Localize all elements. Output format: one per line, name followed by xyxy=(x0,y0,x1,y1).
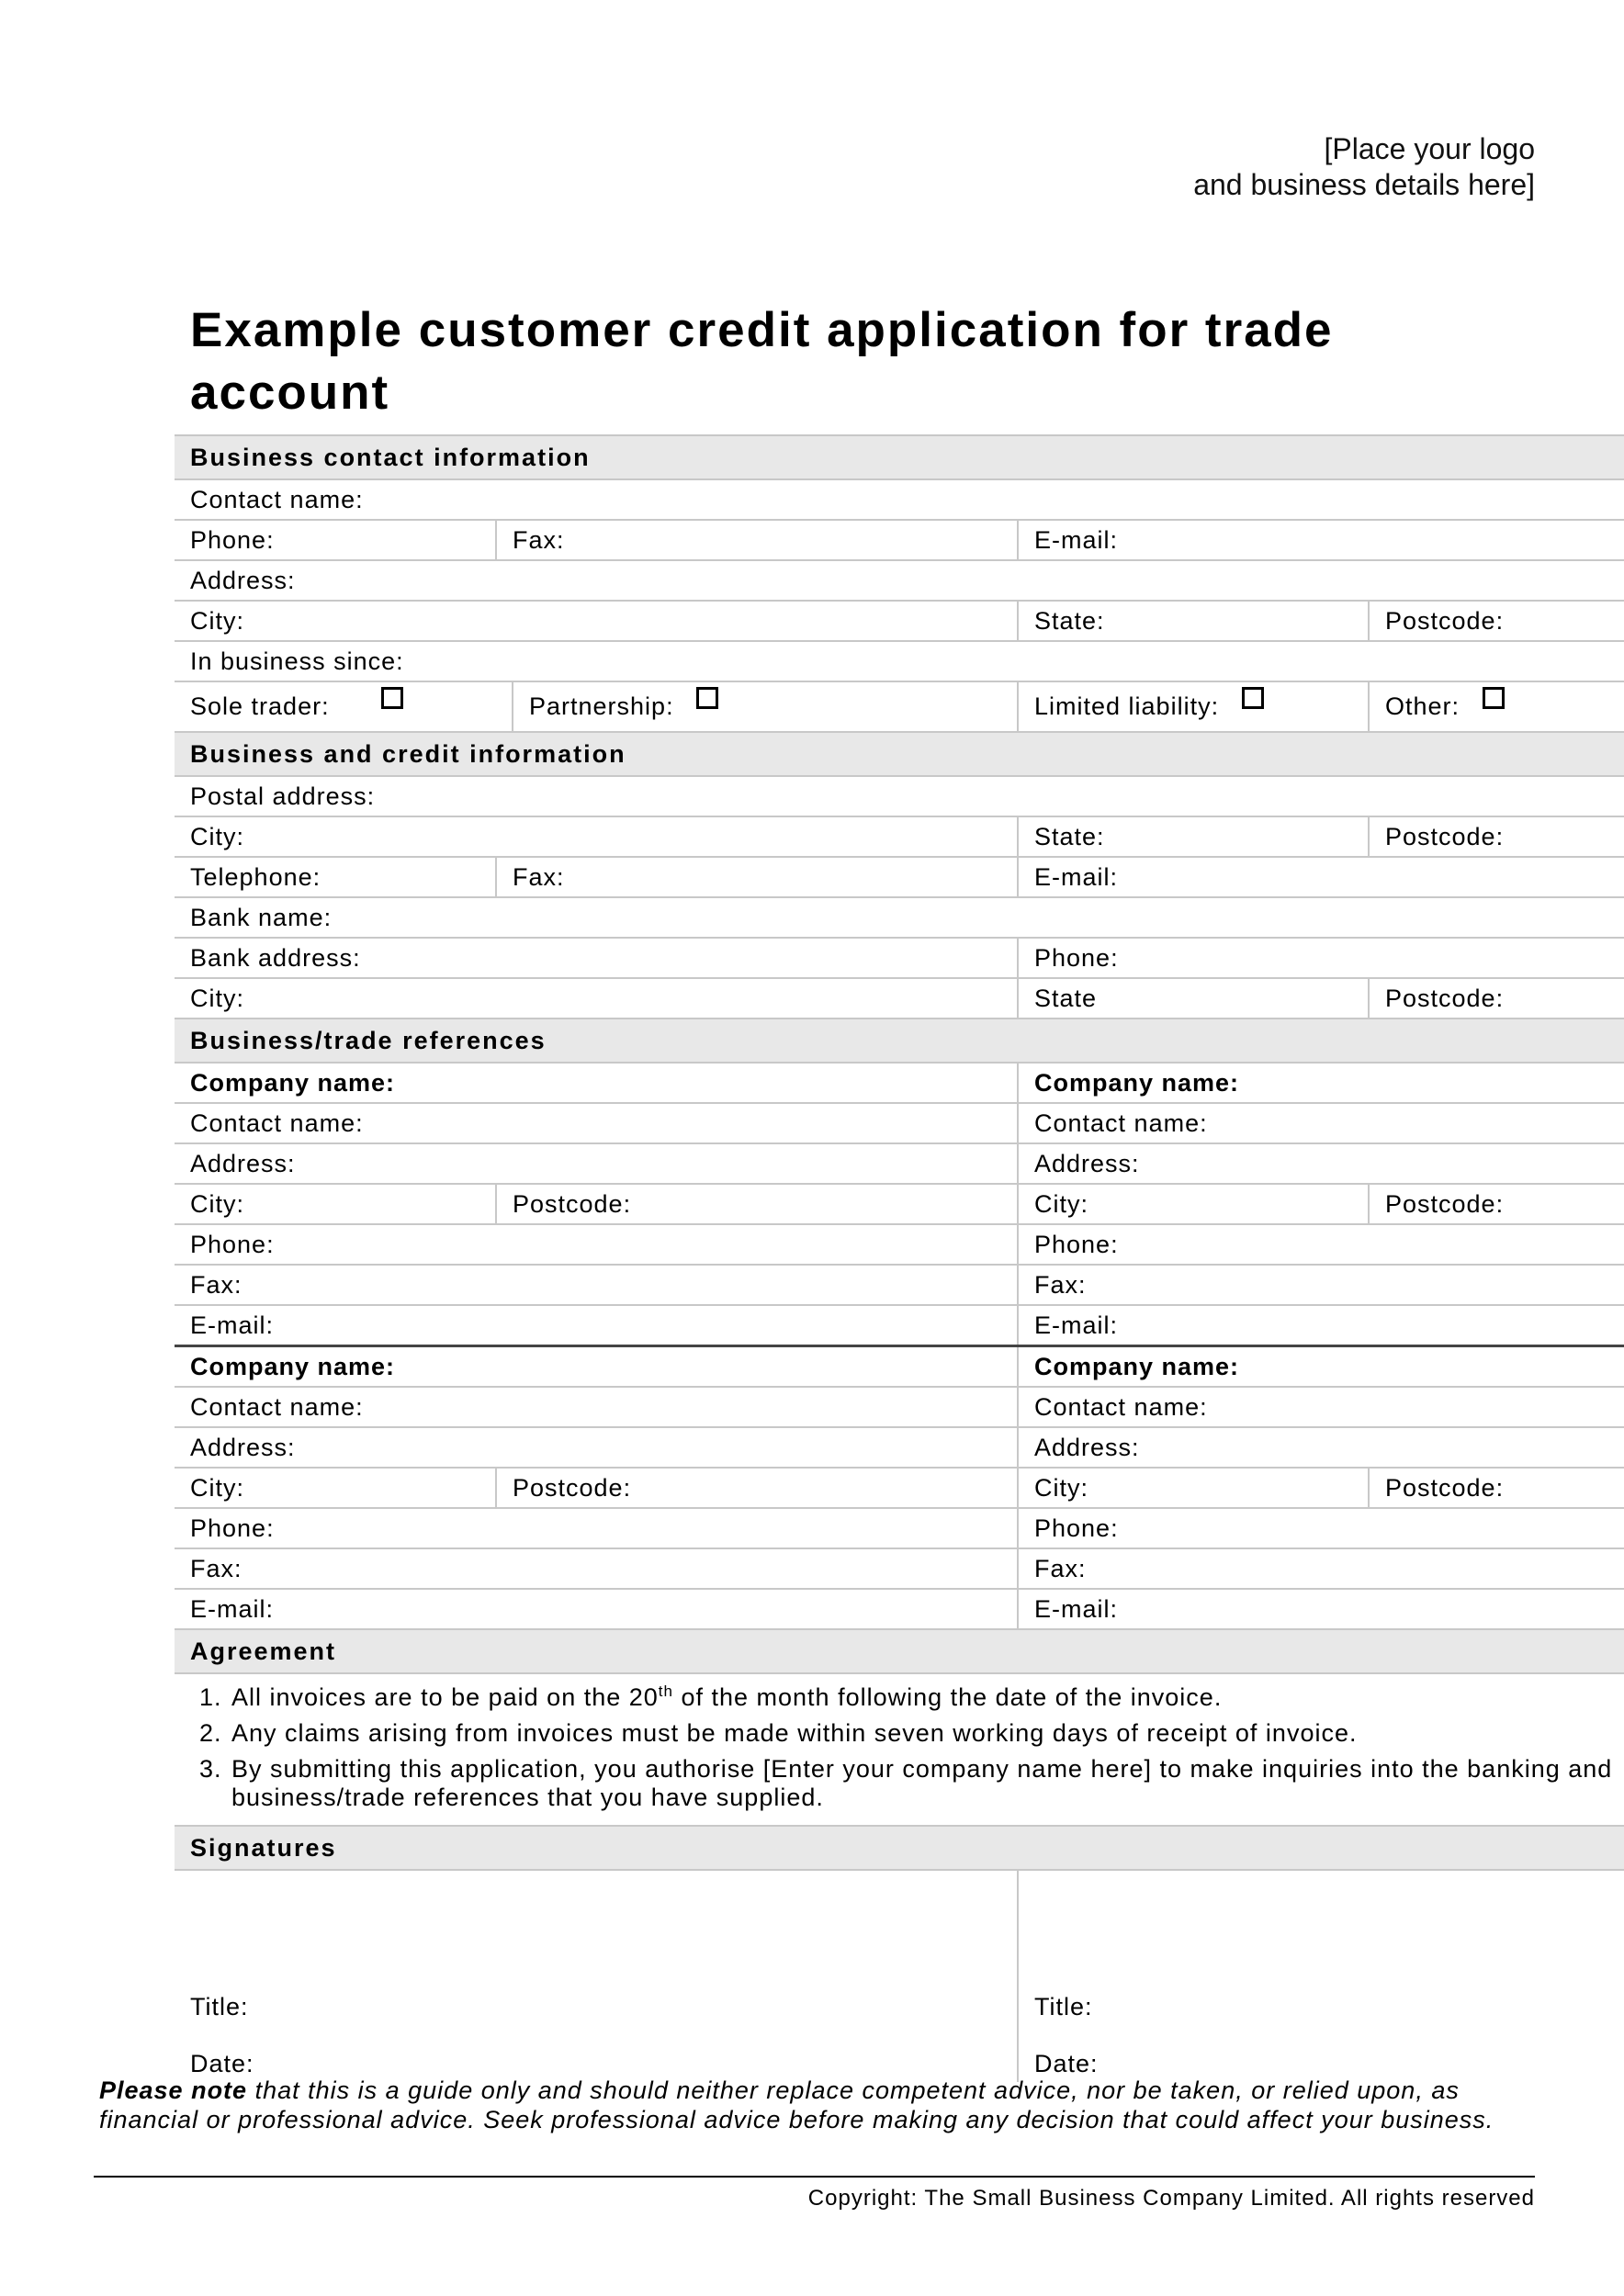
section-header-signatures xyxy=(175,1826,1624,1870)
agreement-row xyxy=(175,1673,1624,1826)
fax-field[interactable]: Fax: xyxy=(496,520,1018,560)
form-row xyxy=(175,1508,1624,1548)
agreement-list xyxy=(190,1683,1624,1812)
ref2-company-name-field[interactable]: Company name: xyxy=(1018,1063,1624,1103)
limited-liability-label: Limited liability: xyxy=(1034,692,1220,720)
signature-date-right[interactable]: Date: xyxy=(1018,2025,1624,2082)
ref1-address-field[interactable]: Address: xyxy=(175,1143,1018,1184)
ref2-phone-field[interactable]: Phone: xyxy=(1018,1224,1624,1265)
signature-title-right[interactable]: Title: xyxy=(1018,1959,1624,2025)
form-row xyxy=(175,560,1624,601)
bank-postcode-field[interactable]: Postcode: xyxy=(1369,978,1624,1019)
ref2-postcode-field[interactable]: Postcode: xyxy=(1369,1184,1624,1224)
ref4-contact-name-field[interactable]: Contact name: xyxy=(1018,1387,1624,1427)
section-title: Business contact information xyxy=(175,435,1624,479)
state-field[interactable]: State: xyxy=(1018,816,1369,857)
email-field[interactable]: E-mail: xyxy=(1018,520,1624,560)
sole-trader-checkbox[interactable] xyxy=(381,687,403,709)
ref1-phone-field[interactable]: Phone: xyxy=(175,1224,1018,1265)
form-row xyxy=(175,857,1624,897)
form-row xyxy=(175,1063,1624,1103)
form-row xyxy=(175,1224,1624,1265)
bank-city-field[interactable]: City: xyxy=(175,978,1018,1019)
form-row xyxy=(175,479,1624,520)
ref2-address-field[interactable]: Address: xyxy=(1018,1143,1624,1184)
section-title: Signatures xyxy=(175,1826,1624,1870)
fax-field[interactable]: Fax: xyxy=(496,857,1018,897)
form-row xyxy=(175,938,1624,978)
form-row xyxy=(175,641,1624,681)
form-row xyxy=(175,816,1624,857)
ref1-contact-name-field[interactable]: Contact name: xyxy=(175,1103,1018,1143)
form-row xyxy=(175,1305,1624,1346)
ref2-email-field[interactable]: E-mail: xyxy=(1018,1305,1624,1346)
ref2-fax-field[interactable]: Fax: xyxy=(1018,1265,1624,1305)
limited-liability-option xyxy=(1018,681,1369,732)
signature-title-row xyxy=(175,1959,1624,2025)
ref3-phone-field[interactable]: Phone: xyxy=(175,1508,1018,1548)
form-row xyxy=(175,1387,1624,1427)
agreement-item-1-start: All invoices are to be paid on the 20 xyxy=(231,1683,659,1711)
document-title: Example customer credit application for trade account xyxy=(190,303,1334,420)
contact-name-field[interactable]: Contact name: xyxy=(175,479,1624,520)
ref1-postcode-field[interactable]: Postcode: xyxy=(496,1184,1018,1224)
ref3-contact-name-field[interactable]: Contact name: xyxy=(175,1387,1018,1427)
form-row xyxy=(175,776,1624,816)
agreement-item-2: 2. Any claims arising from invoices must be made within seven working days of receipt of invoice. xyxy=(230,1719,1624,1748)
phone-field[interactable]: Phone: xyxy=(175,520,496,560)
other-option xyxy=(1369,681,1624,732)
section-header-credit xyxy=(175,732,1624,776)
email-field[interactable]: E-mail: xyxy=(1018,857,1624,897)
ref3-company-name-field[interactable]: Company name: xyxy=(175,1346,1018,1388)
sole-trader-option xyxy=(175,681,513,732)
ref3-fax-field[interactable]: Fax: xyxy=(175,1548,1018,1589)
form-row xyxy=(175,601,1624,641)
signature-date-row xyxy=(175,2025,1624,2082)
form-row xyxy=(175,520,1624,560)
note-text: that this is a guide only and should neither replace competent advice, nor be taken, or relied upon, as financial or professional advice. Seek professional advice before making any decision that could affect your business. xyxy=(99,2077,1494,2133)
other-checkbox[interactable] xyxy=(1483,687,1505,709)
ref4-company-name-field[interactable]: Company name: xyxy=(1018,1346,1624,1388)
signature-space-row xyxy=(175,1870,1624,1959)
postcode-field[interactable]: Postcode: xyxy=(1369,816,1624,857)
form-row xyxy=(175,1265,1624,1305)
bank-name-field[interactable]: Bank name: xyxy=(175,897,1624,938)
copyright-notice: Copyright: The Small Business Company Limited. All rights reserved xyxy=(807,2186,1535,2211)
note-emphasis: Please note xyxy=(99,2077,248,2104)
agreement-item-3: 3. By submitting this application, you authorise [Enter your company name here] to make inquiries into the banking and business/trade references that you have supplied. xyxy=(230,1755,1624,1812)
partnership-checkbox[interactable] xyxy=(696,687,718,709)
state-field[interactable]: State: xyxy=(1018,601,1369,641)
signature-title-left[interactable]: Title: xyxy=(190,1993,249,2020)
footer-divider xyxy=(94,2176,1535,2178)
ref2-contact-name-field[interactable]: Contact name: xyxy=(1018,1103,1624,1143)
signature-area-left[interactable] xyxy=(175,1870,1018,1959)
logo-line-1: [Place your logo xyxy=(1324,132,1535,165)
form-row xyxy=(175,1548,1624,1589)
section-title: Agreement xyxy=(175,1629,1624,1673)
ref1-city-field[interactable]: City: xyxy=(175,1184,496,1224)
ordinal-suffix: th xyxy=(658,1683,673,1700)
postcode-field[interactable]: Postcode: xyxy=(1369,601,1624,641)
section-title: Business/trade references xyxy=(175,1019,1624,1063)
city-field[interactable]: City: xyxy=(175,601,1018,641)
ref3-address-field[interactable]: Address: xyxy=(175,1427,1018,1468)
section-header-agreement xyxy=(175,1629,1624,1673)
ref3-postcode-field[interactable]: Postcode: xyxy=(496,1468,1018,1508)
form-row xyxy=(175,1143,1624,1184)
other-label: Other: xyxy=(1385,692,1460,720)
signature-area-right[interactable] xyxy=(1018,1870,1624,1959)
telephone-field[interactable]: Telephone: xyxy=(175,857,496,897)
partnership-option xyxy=(513,681,1018,732)
logo-placeholder xyxy=(984,131,1535,203)
ref4-postcode-field[interactable]: Postcode: xyxy=(1369,1468,1624,1508)
form-row xyxy=(175,978,1624,1019)
city-field[interactable]: City: xyxy=(175,816,1018,857)
form-row xyxy=(175,1427,1624,1468)
agreement-item-1 xyxy=(230,1683,1624,1712)
signature-date-left[interactable]: Date: xyxy=(190,2050,254,2077)
ref1-company-name-field[interactable]: Company name: xyxy=(175,1063,1018,1103)
ref2-city-field[interactable]: City: xyxy=(1018,1184,1369,1224)
postal-address-field[interactable]: Postal address: xyxy=(175,776,1624,816)
ref4-city-field[interactable]: City: xyxy=(1018,1468,1369,1508)
credit-application-form xyxy=(175,434,1624,2082)
ref1-email-field[interactable]: E-mail: xyxy=(175,1305,1018,1346)
section-header-references xyxy=(175,1019,1624,1063)
ref4-email-field[interactable]: E-mail: xyxy=(1018,1589,1624,1629)
bank-phone-field[interactable]: Phone: xyxy=(1018,938,1624,978)
ref1-fax-field[interactable]: Fax: xyxy=(175,1265,1018,1305)
bank-address-field[interactable]: Bank address: xyxy=(175,938,1018,978)
limited-liability-checkbox[interactable] xyxy=(1242,687,1264,709)
agreement-body xyxy=(175,1673,1624,1826)
section-title: Business and credit information xyxy=(175,732,1624,776)
agreement-item-1-end: of the month following the date of the invoice. xyxy=(672,1683,1223,1711)
form-row xyxy=(175,1589,1624,1629)
ref3-city-field[interactable]: City: xyxy=(175,1468,496,1508)
disclaimer-note xyxy=(99,2076,1560,2134)
address-field[interactable]: Address: xyxy=(175,560,1624,601)
form-row xyxy=(175,1184,1624,1224)
sole-trader-label: Sole trader: xyxy=(190,692,330,720)
form-row xyxy=(175,897,1624,938)
form-row xyxy=(175,1346,1624,1388)
partnership-label: Partnership: xyxy=(529,692,674,720)
logo-line-2: and business details here] xyxy=(1193,168,1535,201)
ref3-email-field[interactable]: E-mail: xyxy=(175,1589,1018,1629)
bank-state-field[interactable]: State xyxy=(1018,978,1369,1019)
form-row xyxy=(175,1468,1624,1508)
ref4-phone-field[interactable]: Phone: xyxy=(1018,1508,1624,1548)
ref4-address-field[interactable]: Address: xyxy=(1018,1427,1624,1468)
form-row xyxy=(175,1103,1624,1143)
section-header-contact xyxy=(175,435,1624,479)
in-business-since-field[interactable]: In business since: xyxy=(175,641,1624,681)
business-type-row xyxy=(175,681,1624,732)
ref4-fax-field[interactable]: Fax: xyxy=(1018,1548,1624,1589)
